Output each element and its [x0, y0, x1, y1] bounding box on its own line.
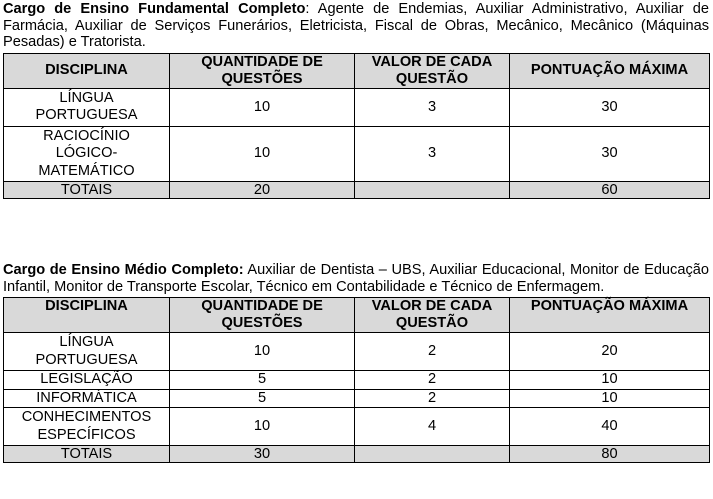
cell-valor: 2	[355, 389, 510, 408]
cell-pontuacao: 30	[510, 126, 710, 181]
header-pontuacao: PONTUAÇÃO MÁXIMA	[510, 53, 710, 88]
cell-disciplina: LÍNGUA PORTUGUESA	[4, 88, 170, 126]
cell-valor: 2	[355, 333, 510, 371]
header-pontuacao: PONTUAÇÃO MÁXIMA	[510, 298, 710, 333]
table-header-row	[4, 53, 710, 88]
cell-quantidade: 10	[170, 88, 355, 126]
cell-valor: 2	[355, 371, 510, 390]
table-row	[4, 371, 710, 390]
cell-quantidade: 5	[170, 371, 355, 390]
cell-pontuacao: 40	[510, 408, 710, 446]
title-separator: :	[305, 1, 310, 17]
header-valor: VALOR DE CADA QUESTÃO	[355, 298, 510, 333]
cell-pontuacao: 30	[510, 88, 710, 126]
totals-label: TOTAIS	[4, 446, 170, 463]
cell-valor: 3	[355, 126, 510, 181]
scores-table	[3, 53, 710, 199]
header-valor: VALOR DE CADA QUESTÃO	[355, 53, 510, 88]
section-intro	[3, 262, 709, 295]
cell-disciplina: CONHECIMENTOS ESPECÍFICOS	[4, 408, 170, 446]
totals-valor	[355, 181, 510, 198]
header-disciplina: DISCIPLINA	[4, 53, 170, 88]
cell-disciplina: LEGISLAÇÃO	[4, 371, 170, 390]
section-title: Cargo de Ensino Médio Completo:	[3, 262, 244, 278]
cell-quantidade: 5	[170, 389, 355, 408]
totals-pontuacao: 80	[510, 446, 710, 463]
table-header-row	[4, 298, 710, 333]
cell-disciplina: INFORMÁTICA	[4, 389, 170, 408]
cell-valor: 4	[355, 408, 510, 446]
section-intro	[3, 1, 709, 51]
table-row	[4, 88, 710, 126]
cell-valor: 3	[355, 88, 510, 126]
section-description: Agente de Endemias, Auxiliar Administrativo, Auxiliar de Farmácia, Auxiliar de Serviços Funerários, Eletricista, Fiscal de Obras, Mecânico, Mecânico (Máquinas Pesadas) e Tratorista.	[3, 1, 709, 51]
table-row	[4, 389, 710, 408]
totals-valor	[355, 446, 510, 463]
totals-label: TOTAIS	[4, 181, 170, 198]
cell-pontuacao: 20	[510, 333, 710, 371]
section-medio	[3, 262, 709, 463]
header-quantidade: QUANTIDADE DE QUESTÕES	[170, 53, 355, 88]
section-fundamental	[3, 1, 709, 199]
table-row	[4, 333, 710, 371]
cell-quantidade: 10	[170, 408, 355, 446]
cell-quantidade: 10	[170, 126, 355, 181]
cell-pontuacao: 10	[510, 389, 710, 408]
totals-row	[4, 181, 710, 198]
table-row	[4, 126, 710, 181]
cell-disciplina: RACIOCÍNIO LÓGICO-MATEMÁTICO	[4, 126, 170, 181]
cell-quantidade: 10	[170, 333, 355, 371]
header-disciplina: DISCIPLINA	[4, 298, 170, 333]
totals-quantidade: 30	[170, 446, 355, 463]
section-title: Cargo de Ensino Fundamental Completo	[3, 1, 306, 17]
cell-disciplina: LÍNGUA PORTUGUESA	[4, 333, 170, 371]
cell-pontuacao: 10	[510, 371, 710, 390]
totals-pontuacao: 60	[510, 181, 710, 198]
table-row	[4, 408, 710, 446]
scores-table	[3, 297, 710, 463]
totals-quantidade: 20	[170, 181, 355, 198]
section-description: Auxiliar de Dentista – UBS, Auxiliar Educacional, Monitor de Educação Infantil, Monitor de Transporte Escolar, Técnico em Contabilidade e Técnico de Enfermagem.	[3, 262, 709, 295]
totals-row	[4, 446, 710, 463]
header-quantidade: QUANTIDADE DE QUESTÕES	[170, 298, 355, 333]
